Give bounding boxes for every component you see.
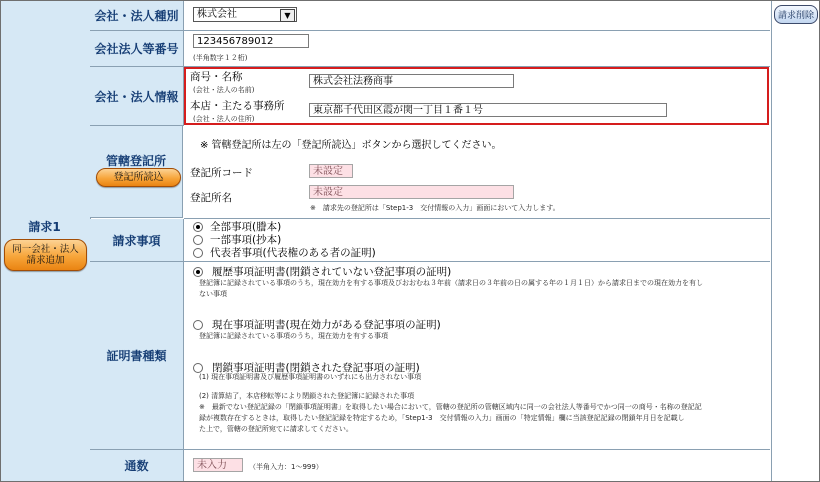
registry-read-label: 登記所読込 [113, 172, 164, 183]
company-number-label: 会社法人等番号 [90, 31, 184, 67]
registry-label-text: 管轄登記所 [105, 154, 166, 168]
closed-note-line1: ※ 最新でない登記記録の「閉鎖事項証明書」を取得したい場合において，管轄の登記所の管轄区域内に同一の会社法人等番号でかつ同一の商号・名称の登記記 [199, 403, 702, 411]
closed-certificate-desc1: (1) 現在事項証明書及び履歴事項証明書のいずれにも出力されない事項 [199, 373, 422, 381]
option-representative-items: 代表者事項(代表権のある者の証明) [210, 247, 376, 259]
current-certificate-title: 現在事項証明書(現在効力がある登記事項の証明) [212, 319, 441, 331]
registry-note: ※ 請求先の登記所は「Step1-3 交付情報の入力」画面において入力します。 [310, 204, 560, 212]
request-items-label: 請求事項 [90, 219, 184, 262]
history-desc-line2: ない事項 [199, 290, 227, 298]
head-office-input[interactable]: 東京都千代田区霞が関一丁目１番１号 [309, 103, 667, 117]
registry-read-button[interactable] [96, 168, 181, 187]
company-type-selected: 株式会社 [197, 9, 237, 20]
radio-full-items[interactable] [193, 222, 203, 232]
copies-hint: （半角入力：1～999） [249, 463, 323, 471]
registry-code-label: 登記所コード [190, 167, 253, 179]
option-full-items: 全部事項(謄本) [210, 221, 282, 233]
delete-request-button[interactable] [774, 5, 818, 24]
chevron-down-icon: ▼ [280, 9, 295, 22]
radio-current-certificate[interactable] [193, 320, 203, 330]
registry-name-label: 登記所名 [190, 192, 232, 204]
trade-name-label: 商号・名称 [190, 71, 243, 83]
history-certificate-desc [199, 278, 703, 300]
closed-certificate-desc2: (2) 清算結了，本店移転等により閉鎖された登記簿に記録された事項 [199, 392, 415, 400]
delete-request-label: 請求削除 [777, 11, 814, 21]
registry-code-field: 未設定 [309, 164, 353, 178]
radio-representative-items[interactable] [193, 248, 203, 258]
copies-label: 通数 [90, 450, 184, 481]
current-certificate-desc: 登記簿に記録されている事項のうち，現在効力を有する事項 [199, 332, 388, 340]
company-type-select[interactable] [193, 7, 297, 22]
option-partial-items: 一部事項(抄本) [210, 234, 282, 246]
request-title: 請求1 [28, 220, 61, 234]
company-type-label: 会社・法人種別 [90, 1, 184, 31]
company-info-label: 会社・法人情報 [90, 67, 184, 126]
certificate-type-label: 証明書種類 [90, 262, 184, 450]
radio-partial-items[interactable] [193, 235, 203, 245]
registry-name-field: 未設定 [309, 185, 514, 199]
closed-note-line2: 録が複数存在するときは，取得したい登記記録を特定するため，「Step1-3 交付情報の入力」画面の「特定情報」欄に当該登記記録の閉鎖年月日を記載し [199, 414, 685, 422]
request-right-column [771, 1, 819, 481]
closed-note-line3: た上で，管轄の登記所宛てに請求してください。 [199, 425, 353, 433]
add-request-label: 同一会社・法人 請求追加 [12, 244, 79, 266]
company-number-input[interactable]: 123456789012 [193, 34, 309, 48]
radio-history-certificate[interactable] [193, 267, 203, 277]
head-office-note: (会社・法人の住所) [193, 115, 255, 123]
closed-certificate-title: 閉鎖事項証明書(閉鎖された登記事項の証明) [212, 362, 420, 374]
trade-name-input[interactable]: 株式会社法務商事 [309, 74, 514, 88]
trade-name-note: (会社・法人の名前) [193, 86, 255, 94]
history-certificate-title: 履歴事項証明書(閉鎖されていない登記事項の証明) [212, 266, 452, 278]
copies-input[interactable]: 未入力 [193, 458, 243, 472]
add-same-company-request-button[interactable] [4, 239, 87, 271]
registry-instruction: ※ 管轄登記所は左の「登記所読込」ボタンから選択してください。 [200, 140, 502, 151]
head-office-label: 本店・主たる事務所 [190, 100, 285, 112]
history-desc-line1: 登記簿に記録されている事項のうち，現在効力を有する事項及びおおむね３年前（請求日の３年前の日の属する年の１月１日）から請求日までの現在効力を有し [199, 279, 703, 287]
closed-certificate-note [199, 402, 702, 435]
company-number-hint: (半角数字１２桁) [193, 54, 248, 62]
